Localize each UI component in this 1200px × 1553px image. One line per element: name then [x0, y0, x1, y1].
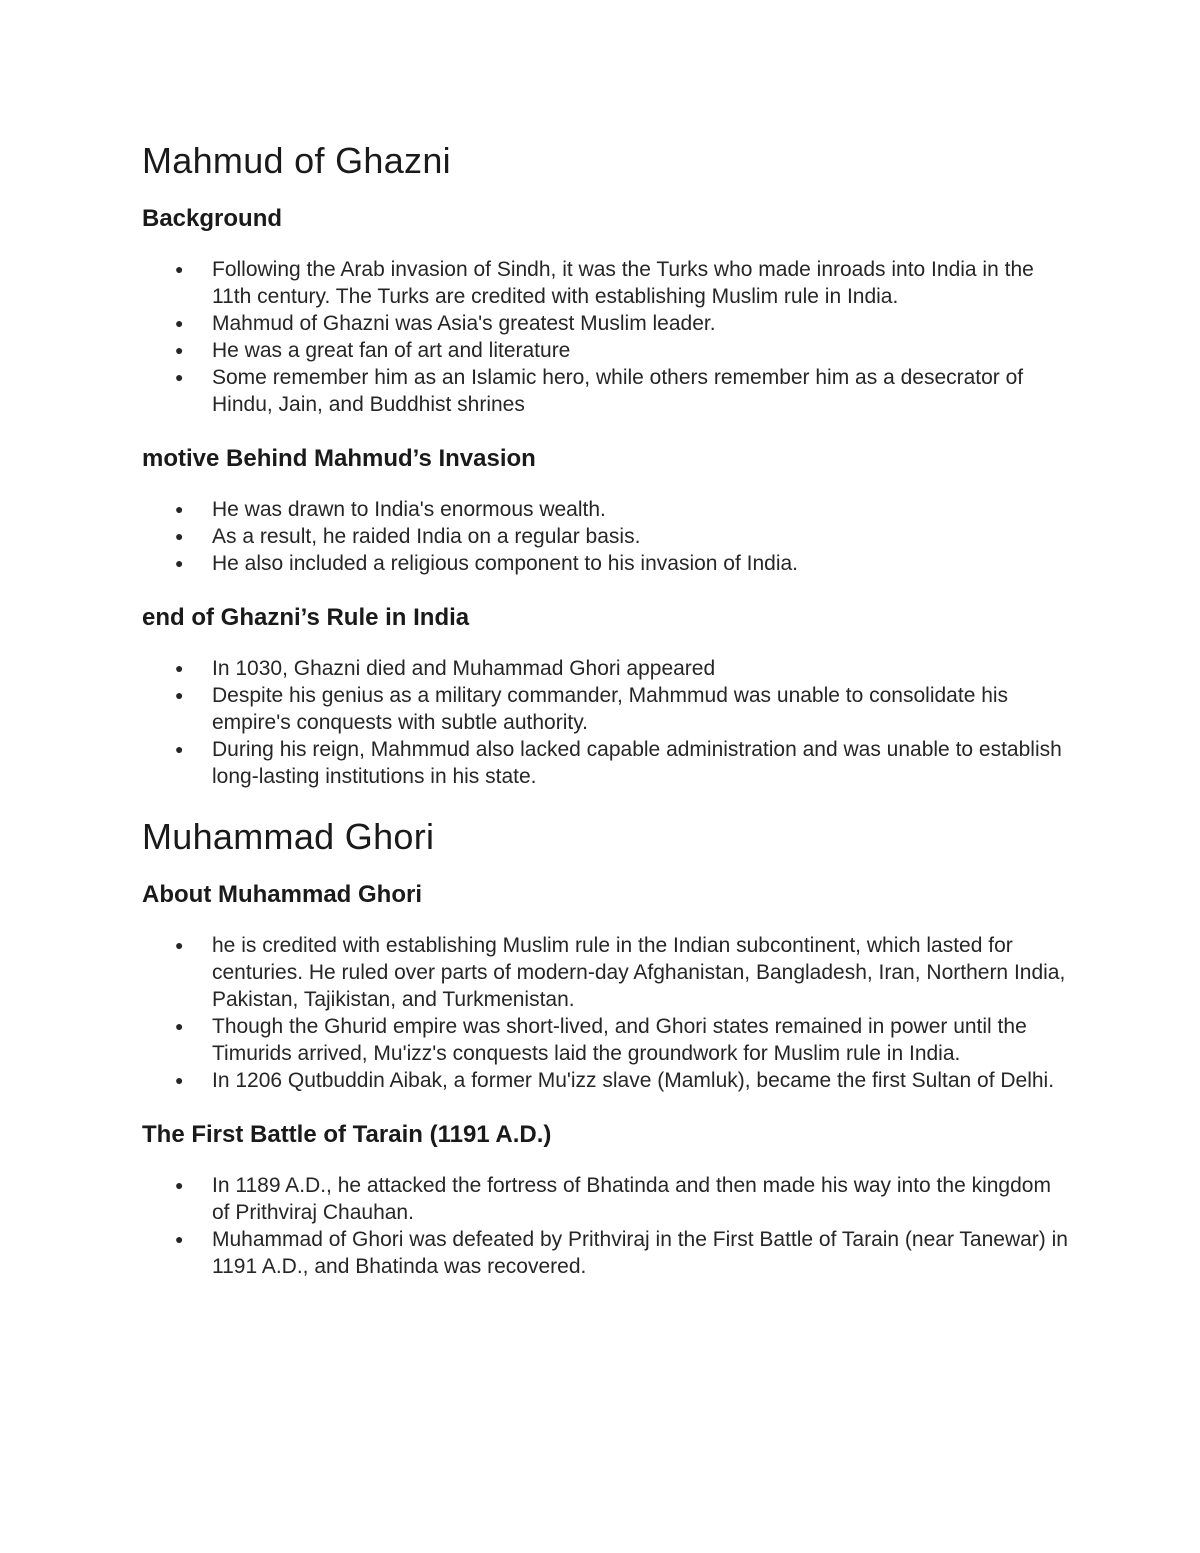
list-item-text: Some remember him as an Islamic hero, while others remember him as a desecrator of Hindu, Jain, and Buddhist shrines	[212, 366, 1024, 416]
list-item	[142, 1172, 1072, 1226]
section-muhammad-ghori	[142, 816, 1072, 1280]
list-item-text: he is credited with establishing Muslim rule in the Indian subcontinent, which lasted for centuries. He ruled over parts of modern-day Afghanistan, Bangladesh, Iran, Northern India, Pakistan, Tajikistan, and Turkmenistan.	[212, 934, 1066, 1011]
list-item	[142, 736, 1072, 790]
list-item-text: Mahmud of Ghazni was Asia's greatest Muslim leader.	[212, 312, 716, 335]
subsection-heading: Background	[142, 205, 283, 232]
list-item	[142, 337, 1072, 364]
list-item	[142, 932, 1072, 1013]
list-item	[142, 256, 1072, 310]
bullet-icon: ●	[175, 741, 184, 757]
list-item	[142, 682, 1072, 736]
bullet-list	[142, 256, 1072, 418]
bullet-list	[142, 496, 1072, 577]
subsection-heading: About Muhammad Ghori	[142, 881, 422, 908]
section-title: Mahmud of Ghazni	[142, 140, 451, 181]
list-item-text: In 1030, Ghazni died and Muhammad Ghori appeared	[212, 657, 716, 680]
list-item	[142, 1013, 1072, 1067]
list-item-text: As a result, he raided India on a regular basis.	[212, 525, 641, 548]
bullet-icon: ●	[175, 687, 184, 703]
bullet-icon: ●	[175, 660, 184, 676]
bullet-icon: ●	[175, 1072, 184, 1088]
bullet-icon: ●	[175, 528, 184, 544]
list-item-text: Though the Ghurid empire was short-lived, and Ghori states remained in power until the Timurids arrived, Mu'izz's conquests laid the groundwork for Muslim rule in India.	[212, 1015, 1027, 1065]
list-item-text: He was drawn to India's enormous wealth.	[212, 498, 606, 521]
section-title: Muhammad Ghori	[142, 816, 435, 857]
bullet-list	[142, 655, 1072, 790]
subsection-heading: The First Battle of Tarain (1191 A.D.)	[142, 1121, 552, 1148]
bullet-icon: ●	[175, 555, 184, 571]
bullet-icon: ●	[175, 1231, 184, 1247]
list-item	[142, 550, 1072, 577]
bullet-icon: ●	[175, 1018, 184, 1034]
subsection-heading: end of Ghazni’s Rule in India	[142, 604, 470, 631]
bullet-icon: ●	[175, 501, 184, 517]
bullet-list	[142, 932, 1072, 1094]
bullet-icon: ●	[175, 261, 184, 277]
list-item-text: He was a great fan of art and literature	[212, 339, 571, 362]
section-mahmud-of-ghazni	[142, 140, 1072, 790]
list-item-text: In 1189 A.D., he attacked the fortress of Bhatinda and then made his way into the kingdom of Prithviraj Chauhan.	[212, 1174, 1051, 1224]
list-item	[142, 523, 1072, 550]
bullet-icon: ●	[175, 315, 184, 331]
list-item	[142, 655, 1072, 682]
list-item	[142, 364, 1072, 418]
subsection-heading: motive Behind Mahmud’s Invasion	[142, 445, 536, 472]
list-item	[142, 1067, 1072, 1094]
bullet-icon: ●	[175, 342, 184, 358]
list-item-text: Muhammad of Ghori was defeated by Prithviraj in the First Battle of Tarain (near Tanewar) in 1191 A.D., and Bhatinda was recovered.	[212, 1228, 1068, 1278]
list-item-text: During his reign, Mahmmud also lacked capable administration and was unable to establish long-lasting institutions in his state.	[212, 738, 1062, 788]
list-item	[142, 1226, 1072, 1280]
bullet-icon: ●	[175, 1177, 184, 1193]
list-item	[142, 496, 1072, 523]
bullet-icon: ●	[175, 937, 184, 953]
list-item-text: Following the Arab invasion of Sindh, it was the Turks who made inroads into India in the 11th century. The Turks are credited with establishing Muslim rule in India.	[212, 258, 1034, 308]
list-item-text: Despite his genius as a military commander, Mahmmud was unable to consolidate his empire's conquests with subtle authority.	[212, 684, 1009, 734]
list-item	[142, 310, 1072, 337]
document-page	[142, 140, 1072, 1306]
list-item-text: He also included a religious component to his invasion of India.	[212, 552, 799, 575]
bullet-list	[142, 1172, 1072, 1280]
list-item-text: In 1206 Qutbuddin Aibak, a former Mu'izz slave (Mamluk), became the first Sultan of Delhi.	[212, 1069, 1055, 1092]
bullet-icon: ●	[175, 369, 184, 385]
